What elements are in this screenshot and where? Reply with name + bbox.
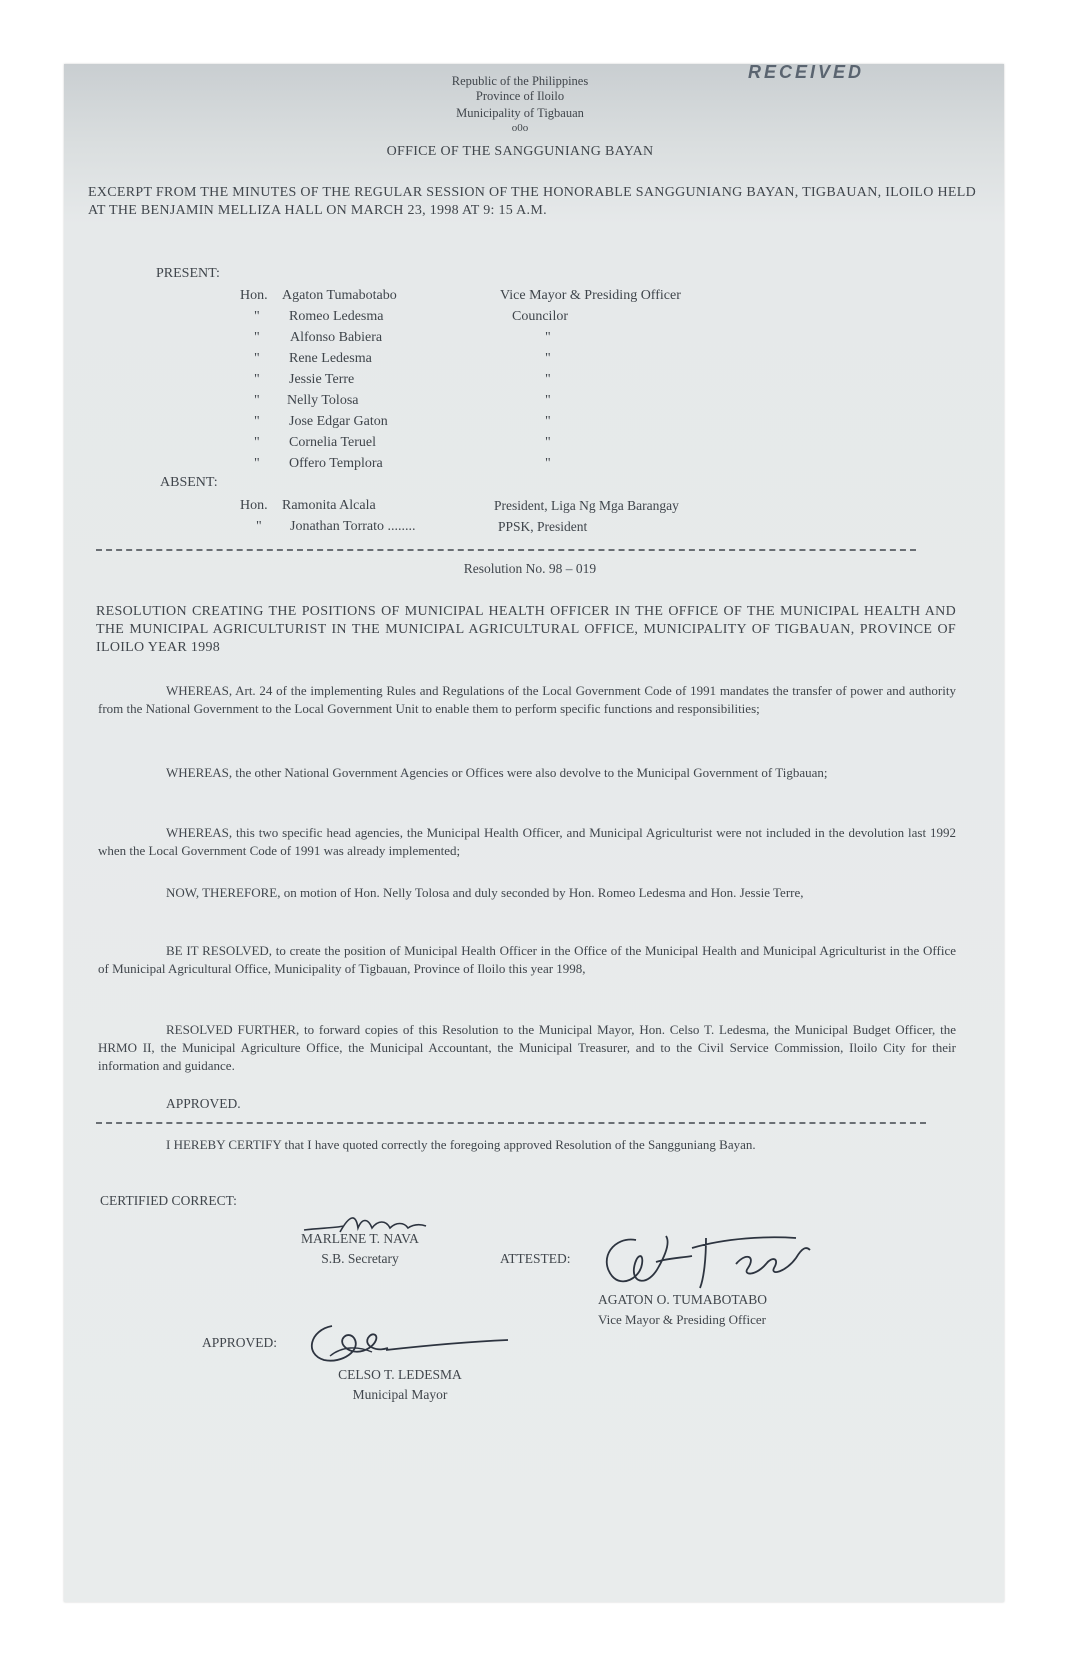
present-prefix: " bbox=[254, 414, 260, 429]
present-name: Jose Edgar Gaton bbox=[289, 414, 388, 429]
resolution-title: RESOLUTION CREATING THE POSITIONS OF MUNICIPAL HEALTH OFFICER IN THE OFFICE OF THE MUNICIPAL HEALTH AND THE MUNICIPAL AGRICULTURIST IN THE MUNICIPAL AGRICULTURAL OFFICE, MUNICIPALITY OF TIGBAUAN, PROVINCE OF ILOILO YEAR 1998 bbox=[96, 604, 956, 655]
vice-mayor-name: AGATON O. TUMABOTABO bbox=[598, 1292, 768, 1307]
absent-role: President, Liga Ng Mga Barangay bbox=[494, 498, 679, 513]
absent-role: PPSK, President bbox=[498, 519, 588, 534]
present-role: " bbox=[545, 414, 551, 429]
mayor-signature bbox=[302, 1316, 512, 1372]
present-role: " bbox=[545, 372, 551, 387]
present-role: " bbox=[545, 351, 551, 366]
absent-name: Ramonita Alcala bbox=[282, 498, 376, 513]
present-prefix: " bbox=[254, 435, 260, 450]
header-municipality: Municipality of Tigbauan bbox=[456, 106, 584, 120]
present-name: Agaton Tumabotabo bbox=[282, 288, 397, 303]
header-province: Province of Iloilo bbox=[475, 89, 565, 103]
be-it-resolved-paragraph: BE IT RESOLVED, to create the position of Municipal Health Officer in the Office of the Municipal Health and Municipal Agriculturist in the Office of Municipal Agricultural Office, Municipality of Tigbauan, Province of Iloilo this year 1998, bbox=[98, 943, 956, 976]
now-therefore-paragraph: NOW, THEREFORE, on motion of Hon. Nelly Tolosa and duly seconded by Hon. Romeo Ledesma and Hon. Jessie Terre, bbox=[166, 885, 804, 900]
present-name: Romeo Ledesma bbox=[289, 309, 384, 324]
certification-paragraph: I HEREBY CERTIFY that I have quoted correctly the foregoing approved Resolution of the Sangguniang Bayan. bbox=[166, 1137, 756, 1152]
vice-mayor-title: Vice Mayor & Presiding Officer bbox=[598, 1312, 766, 1327]
present-prefix: Hon. bbox=[240, 288, 268, 303]
present-role: " bbox=[545, 435, 551, 450]
mayor-name: CELSO T. LEDESMA bbox=[338, 1367, 462, 1382]
present-name: Cornelia Teruel bbox=[289, 435, 377, 450]
resolved-further-paragraph: RESOLVED FURTHER, to forward copies of this Resolution to the Municipal Mayor, Hon. Celso T. Ledesma, the Municipal Budget Officer, the HRMO II, the Municipal Agriculture Office, the Municipal Accountant, the Municipal Treasurer, and to the Civil Service Commission, Iloilo City for their information and guidance. bbox=[98, 1022, 956, 1073]
mayor-title: Municipal Mayor bbox=[352, 1387, 448, 1402]
present-name: Rene Ledesma bbox=[289, 351, 372, 366]
present-role: " bbox=[545, 330, 551, 345]
present-prefix: " bbox=[254, 330, 260, 345]
vice-mayor-signature bbox=[596, 1228, 836, 1298]
separator-line-2 bbox=[96, 1122, 926, 1124]
present-prefix: " bbox=[254, 309, 260, 324]
present-role: Councilor bbox=[512, 309, 568, 324]
absent-prefix: Hon. bbox=[240, 498, 268, 513]
absent-name: Jonathan Torrato ........ bbox=[290, 519, 416, 534]
office-title: OFFICE OF THE SANGGUNIANG BAYAN bbox=[386, 144, 654, 159]
present-name: Nelly Tolosa bbox=[287, 393, 359, 408]
absent-label: ABSENT: bbox=[160, 475, 218, 490]
present-name: Offero Templora bbox=[289, 456, 383, 471]
present-role: Vice Mayor & Presiding Officer bbox=[500, 288, 681, 303]
resolution-number: Resolution No. 98 – 019 bbox=[463, 561, 597, 576]
present-prefix: " bbox=[254, 393, 260, 408]
present-prefix: " bbox=[254, 351, 260, 366]
approved-line: APPROVED. bbox=[166, 1096, 241, 1111]
present-role: " bbox=[545, 393, 551, 408]
whereas-paragraph-3: WHEREAS, this two specific head agencies, the Municipal Health Officer, and Municipal Agriculturist were not included in the devolution last 1992 when the Local Government Code of 1991 was already implemented; bbox=[98, 825, 956, 858]
present-prefix: " bbox=[254, 372, 260, 387]
approved-label: APPROVED: bbox=[202, 1335, 278, 1350]
separator-line bbox=[96, 549, 916, 551]
certified-correct-label: CERTIFIED CORRECT: bbox=[100, 1193, 237, 1208]
present-prefix: " bbox=[254, 456, 260, 471]
attested-label: ATTESTED: bbox=[500, 1251, 571, 1266]
whereas-paragraph-1: WHEREAS, Art. 24 of the implementing Rules and Regulations of the Local Government Code of 1991 mandates the transfer of power and authority from the National Government to the Local Government Unit to enable them to perform specific functions and responsibilities; bbox=[98, 683, 956, 716]
secretary-title: S.B. Secretary bbox=[321, 1251, 399, 1266]
present-name: Jessie Terre bbox=[289, 372, 355, 387]
whereas-paragraph-2: WHEREAS, the other National Government Agencies or Offices were also devolve to the Municipal Government of Tigbauan; bbox=[166, 765, 828, 780]
header-ornament: o0o bbox=[511, 122, 529, 134]
excerpt-paragraph: EXCERPT FROM THE MINUTES OF THE REGULAR SESSION OF THE HONORABLE SANGGUNIANG BAYAN, TIGBAUAN, ILOILO HELD AT THE BENJAMIN MELLIZA HALL ON MARCH 23, 1998 AT 9: 15 A.M. bbox=[88, 185, 976, 218]
present-name: Alfonso Babiera bbox=[290, 330, 383, 345]
present-role: " bbox=[545, 456, 551, 471]
received-stamp: RECEIVED bbox=[748, 62, 865, 82]
secretary-name: MARLENE T. NAVA bbox=[301, 1231, 419, 1246]
present-label: PRESENT: bbox=[156, 266, 220, 281]
absent-prefix: " bbox=[256, 519, 262, 534]
header-republic: Republic of the Philippines bbox=[451, 74, 589, 88]
